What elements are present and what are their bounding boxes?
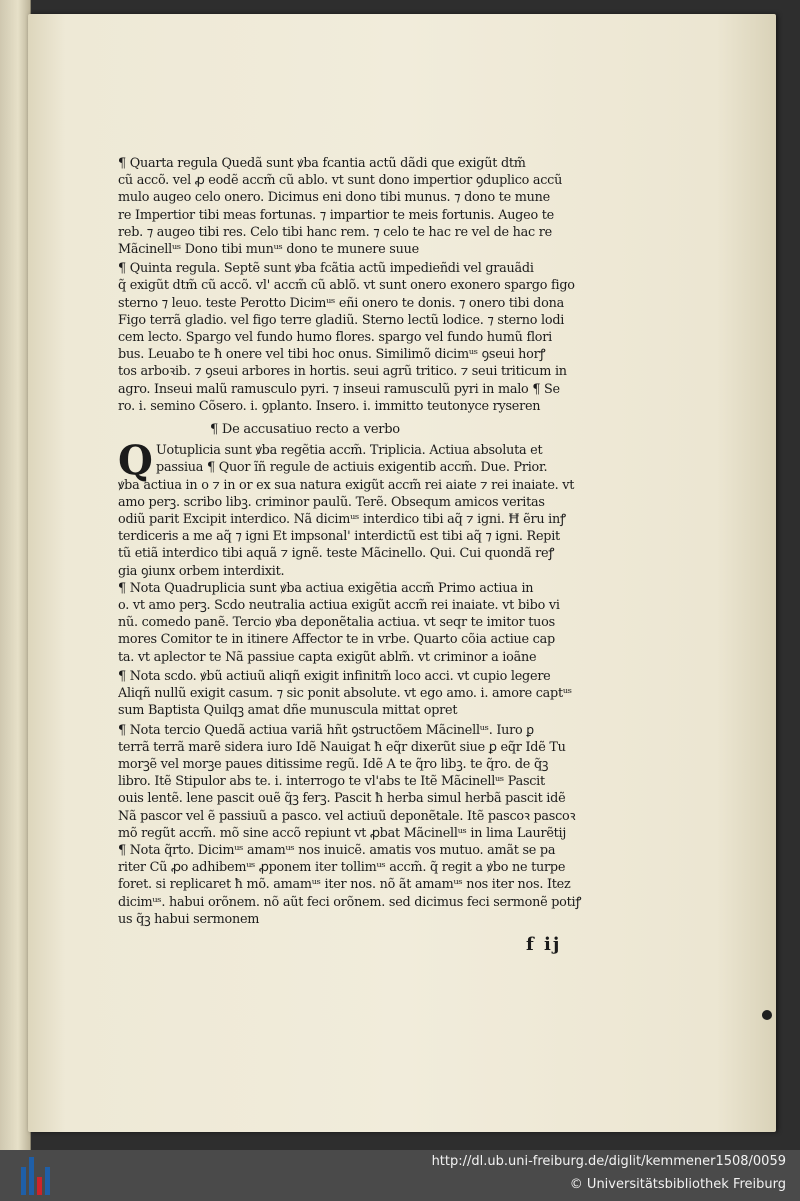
text-line: sterno ⁊ leuo. teste Perotto Dicimᵘˢ eñi onero te donis. ⁊ onero tibi dona — [118, 295, 564, 311]
section-heading: ¶ De accusatiuo recto a verbo — [210, 422, 400, 438]
text-line: nũ. comedo panẽ. Tercio ꝟba deponẽtalia actiua. vt seqr te imitor tuos — [118, 615, 555, 631]
text-line: foret. si replicaret ħ mõ. amamᵘˢ iter nos. nõ ãt amamᵘˢ nos iter nos. Itez — [118, 877, 571, 893]
text-line: Aliqñ nullũ exigit casum. ⁊ sic ponit absolute. vt ego amo. i. amore captᵘˢ — [118, 686, 572, 702]
text-line: riter Cũ ꝓo adhibemᵘˢ ꝓponem iter tollimᵘˢ accm̃. q̃ regit a ꝟbo ne turpe — [118, 860, 566, 876]
text-line: mõ regũt accm̃. mõ sine accõ repiunt vt ꝓbat Mãcinellᵘˢ in lima Laurẽtij — [118, 825, 567, 841]
paragraph — [118, 722, 604, 928]
text-line: ro. i. semino Cõsero. i. ꝯplanto. Insero. i. immitto teutonyce ryseren — [118, 398, 541, 414]
drop-cap-letter: Q — [118, 437, 153, 485]
text-line: ¶ Quinta regula. Septẽ sunt ꝟba fcãtia actũ impedieñdi vel grauãdi — [118, 261, 534, 277]
copyright-notice: © Universitätsbibliothek Freiburg — [569, 1177, 786, 1192]
text-line: odiũ parit Excipit interdico. Nã dicimᵘˢ interdico tibi aq̃ ⁊ igni. Ħ ẽru inꝭ — [118, 512, 566, 528]
text-line: ꝟba actiua in o ⁊ in or ex sua natura exigũt accm̃ rei aiate ⁊ rei inaiate. vt — [118, 477, 575, 493]
text-line: ¶ Nota tercio Quedã actiua variã hñt ꝯstructõem Mãcinellᵘˢ. Iuro ꝑ — [118, 722, 534, 738]
text-line: ¶ Nota Quadruplicia sunt ꝟba actiua exigẽtia accm̃ Primo actiua in — [118, 580, 534, 596]
text-line: ouis lentẽ. lene pascit ouẽ q̃ꝫ ferꝫ. Pascit ħ herba simul herbã pascit idẽ — [118, 791, 566, 807]
signature-mark: f ij — [526, 934, 562, 955]
text-line: o. vt amo perꝫ. Scdo neutralia actiua exigũt accm̃ rei inaiate. vt bibo vi — [118, 598, 560, 614]
text-line: terrã terrã marẽ sidera iuro Idẽ Nauigat ħ eq̃r dixerũt siue ꝑ eq̃r Idẽ Tu — [118, 739, 566, 755]
paragraphs-before — [118, 155, 604, 415]
library-logo-icon — [14, 1155, 54, 1197]
text-line: gia ꝯiunx orbem interdixit. — [118, 563, 285, 579]
text-line: tos arboꝛib. ⁊ ꝯseui arbores in hortis. seui agrũ tritico. ⁊ seui triticum in — [118, 364, 567, 380]
text-line: mores Comitor te in itinere Affector te in vrbe. Quarto cõia actiue cap — [118, 632, 555, 648]
text-line: reb. ⁊ augeo tibi res. Celo tibi hanc rem. ⁊ celo te hac re vel de hac re — [118, 224, 552, 240]
paragraph — [118, 260, 604, 415]
text-line: libro. Itẽ Stipulor abs te. i. interrogo te vl'abs te Itẽ Mãcinellᵘˢ Pascit — [118, 774, 545, 790]
text-line: ¶ Nota scdo. ꝟbũ actiuũ aliqñ exigit infinitm̃ loco acci. vt cupio legere — [118, 668, 551, 684]
text-line: us q̃ꝫ habui sermonem — [118, 911, 260, 927]
drop-cap-paragraph — [118, 437, 604, 580]
binding-hole — [762, 1010, 772, 1020]
text-line: Figo terrã gladio. vel figo terre gladiũ. Sterno lectũ lodice. ⁊ sterno lodi — [118, 312, 565, 328]
viewer-footer — [0, 1150, 800, 1201]
text-line: morꝫẽ vel morꝫe paues ditissime regũ. Idẽ A te q̃ro libꝫ. te q̃ro. de q̃ꝫ — [118, 756, 549, 772]
paragraphs-after — [118, 580, 604, 928]
text-line: amo perꝫ. scribo libꝫ. criminor paulũ. Terẽ. Obsequm amicos veritas — [118, 494, 545, 510]
text-line: cũ accõ. vel ꝓ eodẽ accm̃ cũ ablo. vt sunt dono impertior ꝯduplico accũ — [118, 173, 563, 189]
paragraph — [118, 155, 604, 258]
text-line: q̃ exigũt dtm̃ cũ accõ. vl' accm̃ cũ ablõ. vt sunt onero exonero spargo figo — [118, 278, 575, 294]
text-line: bus. Leuabo te ħ onere vel tibi hoc onus. Similimõ dicimᵘˢ ꝯseui horꝭ — [118, 347, 546, 363]
text-line: dicimᵘˢ. habui orõnem. nõ aũt feci orõnem. sed dicimus feci sermonẽ potiꝭ — [118, 894, 582, 910]
text-line: cem lecto. Spargo vel fundo humo flores. spargo vel fundo humũ flori — [118, 330, 552, 346]
previous-page-edge — [0, 0, 31, 1150]
paragraph — [118, 668, 604, 720]
text-line: mulo augeo celo onero. Dicimus eni dono tibi munus. ⁊ dono te mune — [118, 190, 550, 206]
text-line: re Impertior tibi meas fortunas. ⁊ impartior te meis fortunis. Augeo te — [118, 207, 554, 223]
text-line: passiua ¶ Quor ĩñ regule de actiuis exigentib accm̃. Due. Prior. — [156, 460, 548, 476]
page-text — [118, 155, 604, 930]
page-url[interactable]: http://dl.ub.uni-freiburg.de/diglit/kemmener1508/0059 — [431, 1154, 786, 1169]
text-line: agro. Inseui malũ ramusculo pyri. ⁊ inseui ramusculũ pyri in malo ¶ Se — [118, 381, 560, 397]
text-line: tũ etiã interdico tibi aquã ⁊ ignẽ. teste Mãcinello. Qui. Cui quondã reꝭ — [118, 546, 555, 562]
paragraph — [118, 580, 604, 666]
text-line: Uotuplicia sunt ꝟba regẽtia accm̃. Triplicia. Actiua absoluta et — [156, 443, 543, 459]
text-line: sum Baptista Quilqꝫ amat dñe munuscula mittat opret — [118, 703, 458, 719]
text-line: ¶ Quarta regula Quedã sunt ꝟba fcantia actũ dãdi que exigũt dtm̃ — [118, 156, 526, 171]
text-line: terdiceris a me aq̃ ⁊ igni Et impsonal' interdictũ est tibi aq̃ ⁊ igni. Repit — [118, 529, 560, 545]
text-line: ta. vt aplector te Nã passiue capta exigũt ablm̃. vt criminor a ioãne — [118, 649, 537, 665]
text-line: Nã pascor vel ẽ passiuũ a pasco. vel actiuũ deponẽtale. Itẽ pascoꝛ pascoꝛ — [118, 808, 576, 824]
text-line: ¶ Nota q̃rto. Dicimᵘˢ amamᵘˢ nos inuicẽ. amatis vos mutuo. amãt se pa — [118, 842, 556, 858]
text-line: Mãcinellᵘˢ Dono tibi munᵘˢ dono te munere suue — [118, 242, 419, 258]
